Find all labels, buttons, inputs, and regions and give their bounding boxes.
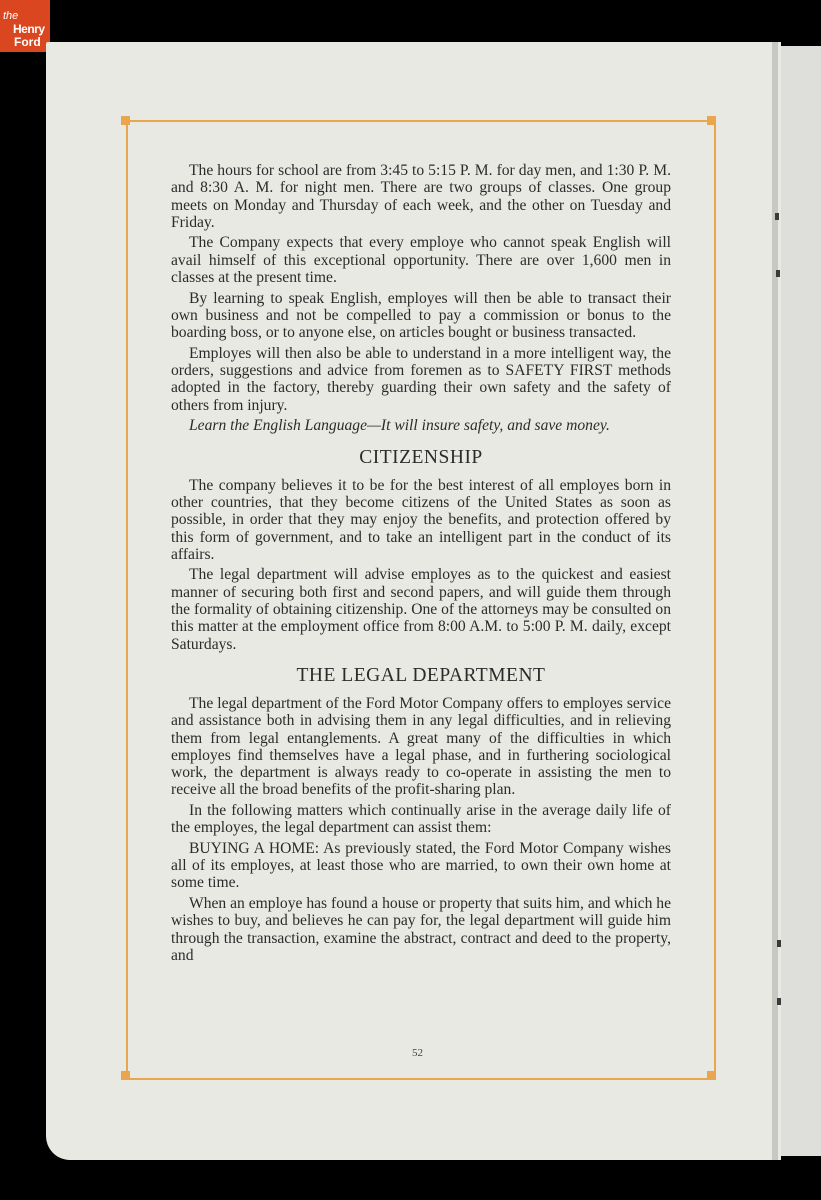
margin-mark — [776, 270, 780, 277]
paragraph: The legal department of the Ford Motor Company offers to employes service and assistance both in advising them in any legal difficulties, and in relieving them from legal entanglements. A great many of the difficulties in which employes find themselves have a legal phase, and in furthering sociological work, the department is always ready to co-operate in assisting the men to receive all the broad benefits of the profit-sharing plan. — [171, 694, 671, 799]
frame-corner-ornament — [707, 1071, 716, 1080]
frame-corner-ornament — [121, 1071, 130, 1080]
margin-mark — [775, 213, 779, 220]
paragraph: The Company expects that every employe who cannot speak English will avail himself of this exceptional opportunity. There are over 1,600 men in classes at the present time. — [171, 234, 671, 287]
paragraph: By learning to speak English, employes will then be able to transact their own business and not be compelled to pay a commission or bonus to the boarding boss, or to anyone else, on articles bought or business transacted. — [171, 289, 671, 342]
paragraph: When an employe has found a house or property that suits him, and which he wishes to buy, and believes he can pay for, the legal department will guide him through the transaction, examine the abstract, contract and deed to the property, and — [171, 895, 671, 964]
margin-mark — [777, 998, 781, 1005]
logo-the: the — [3, 10, 19, 22]
paragraph: The hours for school are from 3:45 to 5:15 P. M. for day men, and 1:30 P. M. and 8:30 A. M. for night men. There are two groups of classes. One group meets on Monday and Thursday of each week, and the other on Tuesday and Friday. — [171, 162, 671, 231]
paragraph: The legal department will advise employes as to the quickest and easiest manner of securing both first and second papers, and will guide them through the formality of obtaining citizenship. One of the attorneys may be consulted on this matter at the employment office from 8:00 A.M. to 5:00 P. M. daily, except Saturdays. — [171, 566, 671, 653]
paragraph: In the following matters which continually arise in the average daily life of the employes, the legal department can assist them: — [171, 801, 671, 837]
logo-ford: Ford — [14, 35, 41, 49]
page-body — [171, 162, 671, 968]
page-number: 52 — [412, 1047, 423, 1059]
frame-corner-ornament — [121, 116, 130, 125]
logo-henry: Henry — [13, 22, 45, 36]
paragraph: Employes will then also be able to understand in a more intelligent way, the orders, suggestions and advice from foremen as to SAFETY FIRST methods adopted in the factory, thereby guarding their own safety and the safety of others from injury. — [171, 344, 671, 414]
adjacent-page — [776, 46, 821, 1156]
margin-mark — [777, 940, 781, 947]
henry-ford-logo — [0, 0, 50, 52]
page-fold — [772, 42, 778, 1160]
heading-legal-department: THE LEGAL DEPARTMENT — [296, 664, 546, 686]
paragraph: The company believes it to be for the best interest of all employes born in other countries, that they become citizens of the United States as soon as possible, in order that they may enjoy the benefits, and protection offered by this form of government, and to take an intelligent part in the conduct of its affairs. — [171, 476, 671, 563]
frame-corner-ornament — [707, 116, 716, 125]
heading-citizenship: CITIZENSHIP — [359, 446, 483, 468]
paragraph: BUYING A HOME: As previously stated, the Ford Motor Company wishes all of its employes, at least those who are married, to own their own home at some time. — [171, 839, 671, 892]
italic-slogan: Learn the English Language—It will insure safety, and save money. — [189, 417, 610, 435]
